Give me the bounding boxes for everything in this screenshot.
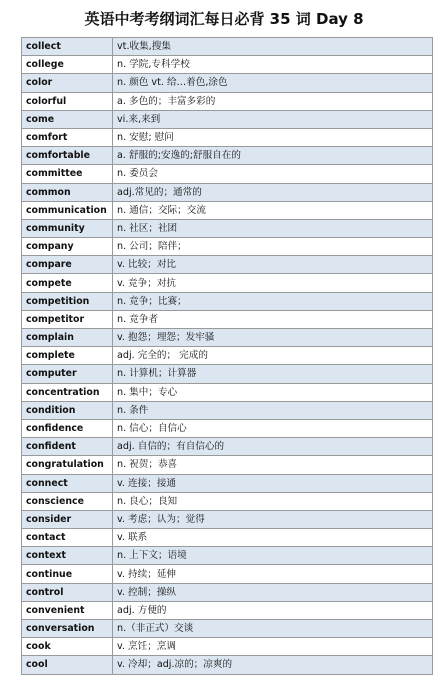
word-cell: competition	[22, 292, 113, 310]
word-cell: consider	[22, 510, 113, 528]
word-cell: company	[22, 238, 113, 256]
table-row	[22, 474, 433, 492]
table-row	[22, 456, 433, 474]
table-row	[22, 292, 433, 310]
definition-cell: n. 安慰; 慰问	[113, 128, 433, 146]
word-cell: collect	[22, 38, 113, 56]
definition-cell: n. 祝贺；恭喜	[113, 456, 433, 474]
definition-cell: n. 委员会	[113, 165, 433, 183]
definition-cell: v. 连接；接通	[113, 474, 433, 492]
word-cell: convenient	[22, 601, 113, 619]
table-row	[22, 419, 433, 437]
table-row	[22, 183, 433, 201]
table-row	[22, 38, 433, 56]
word-cell: concentration	[22, 383, 113, 401]
definition-cell: v. 考虑；认为；觉得	[113, 510, 433, 528]
word-cell: come	[22, 110, 113, 128]
table-row	[22, 529, 433, 547]
word-cell: committee	[22, 165, 113, 183]
definition-cell: vi.来,来到	[113, 110, 433, 128]
definition-cell: n. 竞争者	[113, 310, 433, 328]
word-cell: common	[22, 183, 113, 201]
table-row	[22, 620, 433, 638]
table-row	[22, 256, 433, 274]
word-cell: competitor	[22, 310, 113, 328]
word-cell: confidence	[22, 419, 113, 437]
table-row	[22, 547, 433, 565]
definition-cell: n. 颜色 vt. 给…着色,涂色	[113, 74, 433, 92]
definition-cell: v. 联系	[113, 529, 433, 547]
word-cell: color	[22, 74, 113, 92]
definition-cell: a. 多色的；丰富多彩的	[113, 92, 433, 110]
definition-cell: v. 控制；操纵	[113, 583, 433, 601]
table-row	[22, 201, 433, 219]
definition-cell: vt.收集,搜集	[113, 38, 433, 56]
word-cell: cook	[22, 638, 113, 656]
word-cell: condition	[22, 401, 113, 419]
table-row	[22, 165, 433, 183]
definition-cell: adj. 自信的；有自信心的	[113, 438, 433, 456]
definition-cell: n. 通信；交际；交流	[113, 201, 433, 219]
table-row	[22, 565, 433, 583]
word-cell: colorful	[22, 92, 113, 110]
definition-cell: n.（非正式）交谈	[113, 620, 433, 638]
table-row	[22, 110, 433, 128]
definition-cell: v. 烹饪；烹调	[113, 638, 433, 656]
definition-cell: n. 公司；陪伴；	[113, 238, 433, 256]
word-cell: control	[22, 583, 113, 601]
table-row	[22, 510, 433, 528]
word-cell: context	[22, 547, 113, 565]
definition-cell: adj. 完全的； 完成的	[113, 347, 433, 365]
word-cell: continue	[22, 565, 113, 583]
vocabulary-table	[21, 37, 433, 675]
table-row	[22, 329, 433, 347]
table-row	[22, 583, 433, 601]
definition-cell: v. 持续；延伸	[113, 565, 433, 583]
table-row	[22, 74, 433, 92]
table-row	[22, 656, 433, 674]
table-row	[22, 92, 433, 110]
word-cell: conversation	[22, 620, 113, 638]
definition-cell: n. 上下文；语境	[113, 547, 433, 565]
vocabulary-table-body	[22, 38, 433, 675]
table-row	[22, 401, 433, 419]
table-row	[22, 365, 433, 383]
table-row	[22, 601, 433, 619]
word-cell: communication	[22, 201, 113, 219]
word-cell: community	[22, 219, 113, 237]
table-row	[22, 274, 433, 292]
definition-cell: adj. 方便的	[113, 601, 433, 619]
definition-cell: v. 抱怨；埋怨；发牢骚	[113, 329, 433, 347]
definition-cell: n. 信心；自信心	[113, 419, 433, 437]
word-cell: comfortable	[22, 147, 113, 165]
word-cell: college	[22, 56, 113, 74]
definition-cell: adj.常见的；通常的	[113, 183, 433, 201]
definition-cell: n. 计算机；计算器	[113, 365, 433, 383]
table-row	[22, 638, 433, 656]
word-cell: complain	[22, 329, 113, 347]
word-cell: complete	[22, 347, 113, 365]
word-cell: compete	[22, 274, 113, 292]
table-row	[22, 128, 433, 146]
page-title: 英语中考考纲词汇每日必背 35 词 Day 8	[84, 10, 364, 28]
word-cell: computer	[22, 365, 113, 383]
definition-cell: v. 比较；对比	[113, 256, 433, 274]
definition-cell: n. 竞争；比赛；	[113, 292, 433, 310]
table-row	[22, 347, 433, 365]
table-row	[22, 238, 433, 256]
word-cell: comfort	[22, 128, 113, 146]
table-row	[22, 492, 433, 510]
definition-cell: n. 集中；专心	[113, 383, 433, 401]
word-cell: congratulation	[22, 456, 113, 474]
table-row	[22, 438, 433, 456]
word-cell: confident	[22, 438, 113, 456]
word-cell: cool	[22, 656, 113, 674]
definition-cell: n. 条件	[113, 401, 433, 419]
table-row	[22, 147, 433, 165]
word-cell: contact	[22, 529, 113, 547]
definition-cell: n. 学院,专科学校	[113, 56, 433, 74]
table-row	[22, 56, 433, 74]
table-row	[22, 383, 433, 401]
word-cell: connect	[22, 474, 113, 492]
word-cell: conscience	[22, 492, 113, 510]
table-row	[22, 310, 433, 328]
definition-cell: v. 竞争；对抗	[113, 274, 433, 292]
word-cell: compare	[22, 256, 113, 274]
definition-cell: n. 社区；社团	[113, 219, 433, 237]
definition-cell: v. 冷却；adj.凉的；凉爽的	[113, 656, 433, 674]
table-row	[22, 219, 433, 237]
definition-cell: n. 良心；良知	[113, 492, 433, 510]
definition-cell: a. 舒服的;安逸的;舒服自在的	[113, 147, 433, 165]
